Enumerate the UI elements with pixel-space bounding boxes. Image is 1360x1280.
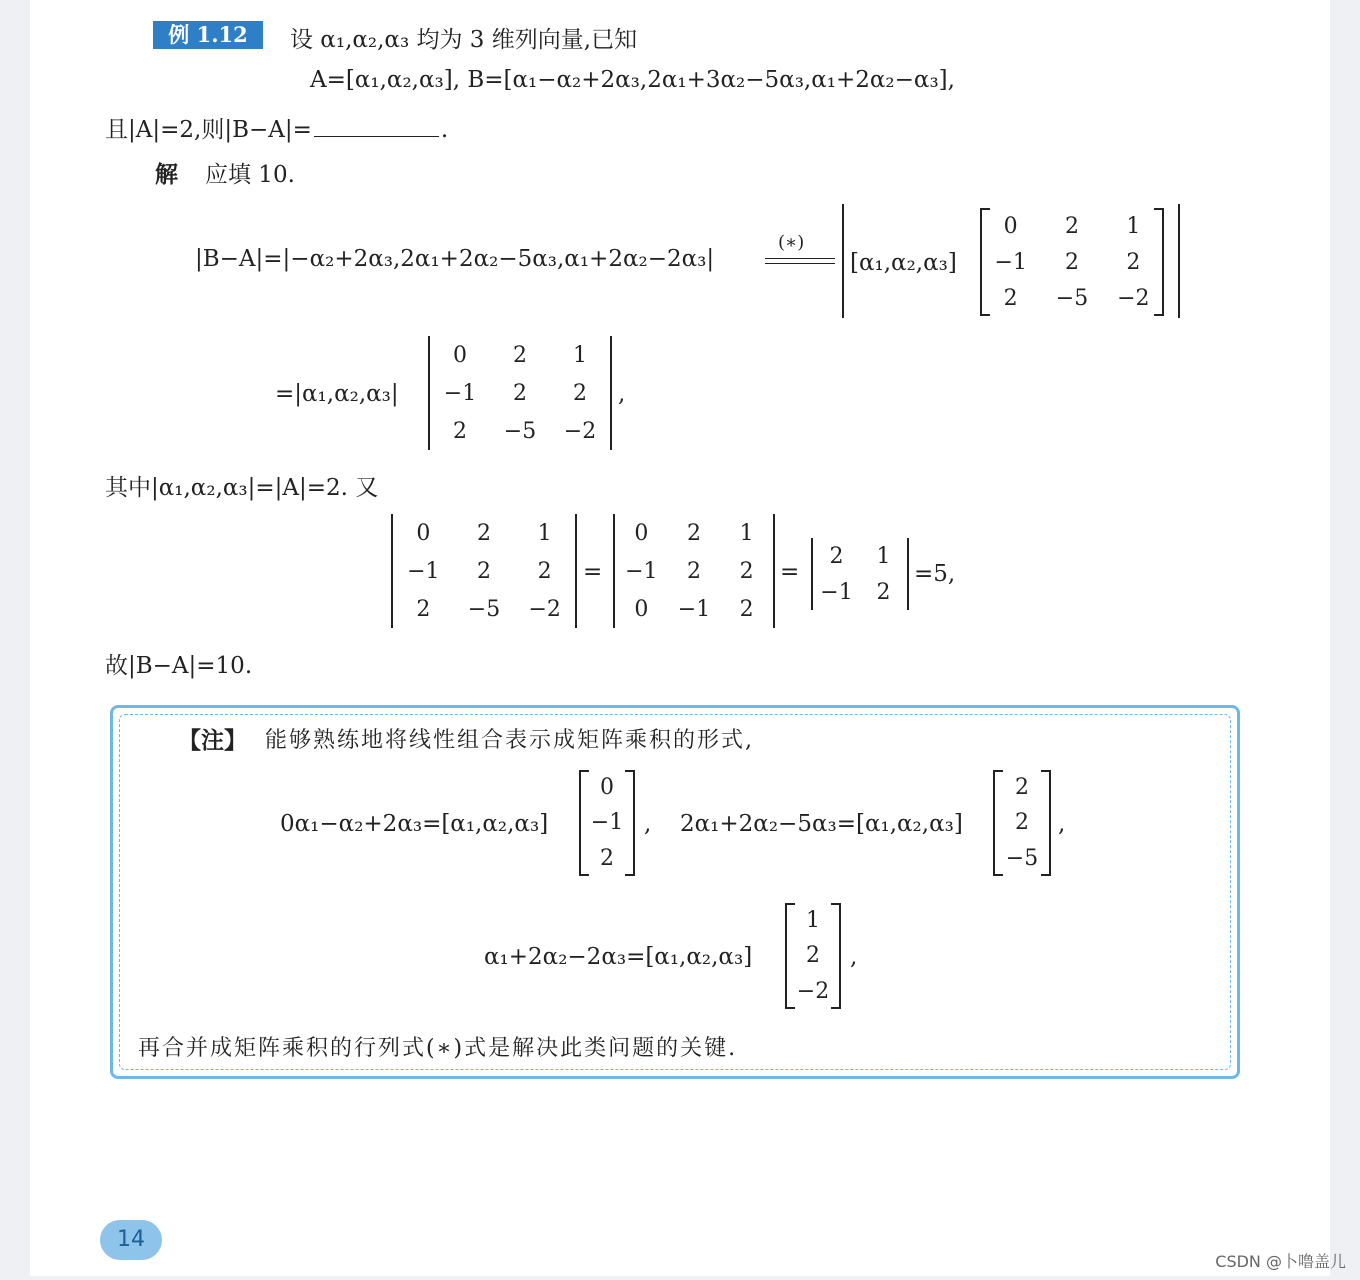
note-eq2-sep: ,: [1058, 811, 1066, 837]
det-cell: −2: [563, 418, 597, 444]
vector-cell: 0: [600, 775, 614, 801]
matrix-cell: 2: [1126, 249, 1141, 275]
note-box: [110, 705, 1240, 1079]
det-a-cell: −5: [467, 596, 501, 622]
matrix-cell: 2: [1003, 285, 1018, 311]
vector-cell: −5: [1005, 845, 1039, 871]
example-definitions: A=[α₁,α₂,α₃], B=[α₁−α₂+2α₃,2α₁+3α₂−5α₃,α₁+2α₂−α₃],: [310, 67, 955, 93]
det-a-cell: 2: [476, 520, 491, 546]
matrix-cell: 2: [1064, 249, 1079, 275]
det-cell: −5: [503, 418, 537, 444]
note-border-inner: [119, 714, 1231, 1070]
det-b-cell: 2: [686, 558, 701, 584]
det-c-cell: 2: [829, 543, 844, 569]
star-label: (∗): [778, 232, 805, 253]
page: [30, 0, 1330, 1276]
det-a-cell: 2: [416, 596, 431, 622]
matrix-cell: −5: [1055, 285, 1089, 311]
condition-text: 且|A|=2,则|B−A|=: [105, 117, 312, 143]
note-vector-3: [785, 903, 841, 1009]
note-eq2-lhs: 2α₁+2α₂−5α₃=[α₁,α₂,α₃]: [680, 811, 963, 837]
line2-comma: ,: [618, 381, 626, 407]
det-a-cell: −2: [528, 596, 561, 622]
matrix-cell: 2: [1064, 213, 1079, 239]
det-b-cell: −1: [677, 596, 711, 622]
note-eq3-sep: ,: [850, 944, 858, 970]
matrix-cell: 1: [1126, 213, 1141, 239]
example-statement: 设 α₁,α₂,α₃ 均为 3 维列向量,已知: [290, 27, 638, 53]
matrix-cell: −2: [1117, 285, 1150, 311]
det-cell: 0: [453, 342, 467, 368]
vector-cell: 2: [600, 845, 614, 871]
note-eq1-sep: ,: [644, 811, 652, 837]
line1-lhs: |B−A|=|−α₂+2α₃,2α₁+2α₂−5α₃,α₁+2α₂−2α₃|: [195, 246, 715, 272]
note-label: 【注】: [178, 727, 247, 754]
vector-cell: 1: [806, 908, 820, 934]
vector-cell: −2: [796, 978, 830, 1004]
note-vector-2: [993, 770, 1051, 876]
determinant-c: [811, 538, 909, 610]
line2-lhs: =|α₁,α₂,α₃|: [275, 381, 399, 407]
det-c-cell: 2: [876, 579, 891, 605]
vector-cell: −1: [590, 810, 624, 836]
det-cell: 2: [573, 380, 587, 406]
det-b-cell: 0: [634, 596, 649, 622]
det-a-cell: 2: [476, 558, 491, 584]
note-outro: 再合并成矩阵乘积的行列式(∗)式是解决此类问题的关键.: [138, 1036, 738, 1061]
note-intro: 能够熟练地将线性组合表示成矩阵乘积的形式,: [265, 728, 754, 753]
note-vector-1: [579, 770, 635, 876]
vector-cell: 2: [806, 943, 820, 969]
vector-cell: 2: [1015, 775, 1029, 801]
det-b-cell: 2: [739, 558, 754, 584]
answer-blank: [314, 116, 439, 137]
det-a-cell: 1: [537, 520, 552, 546]
matrix-cell: 0: [1003, 213, 1018, 239]
equals-2: =: [780, 559, 800, 585]
det-b-cell: 2: [686, 520, 701, 546]
note-eq3-lhs: α₁+2α₂−2α₃=[α₁,α₂,α₃]: [484, 944, 753, 970]
det-b-cell: 2: [739, 596, 754, 622]
determinant-a: [391, 514, 577, 628]
equals-bar-top: [765, 258, 835, 259]
det-c-cell: −1: [820, 579, 853, 605]
example-badge: 例 1.12: [153, 21, 263, 49]
line1-basis: [α₁,α₂,α₃]: [850, 250, 957, 276]
determinant-b: [613, 514, 775, 628]
det-a-cell: −1: [407, 558, 440, 584]
det-c-cell: 1: [876, 543, 891, 569]
result-five: =5,: [914, 561, 956, 587]
det-cell: −1: [443, 380, 477, 406]
det-cell: 2: [513, 342, 527, 368]
solution-answer: 应填 10.: [205, 162, 295, 188]
conclusion: 故|B−A|=10.: [105, 653, 253, 679]
equals-1: =: [583, 559, 603, 585]
equals-bar-bottom: [765, 263, 835, 264]
det-cell: 2: [513, 380, 527, 406]
vector-cell: 2: [1015, 810, 1029, 836]
det-b-cell: 1: [739, 520, 754, 546]
det-a-cell: 2: [537, 558, 552, 584]
matrix-coefficients: [980, 208, 1164, 316]
where-line: 其中|α₁,α₂,α₃|=|A|=2. 又: [105, 475, 379, 501]
matrix-cell: −1: [994, 249, 1027, 275]
page-number: 14: [100, 1220, 162, 1260]
determinant-coefficients: [428, 336, 612, 450]
solution-label: 解: [155, 161, 178, 188]
condition-end: .: [440, 117, 449, 143]
det-cell: 2: [453, 418, 467, 444]
note-eq1-lhs: 0α₁−α₂+2α₃=[α₁,α₂,α₃]: [280, 811, 549, 837]
watermark: CSDN @卜噜盖儿: [1215, 1252, 1346, 1271]
det-b-cell: 0: [634, 520, 649, 546]
example-condition: [105, 111, 448, 144]
det-a-cell: 0: [416, 520, 431, 546]
det-cell: 1: [573, 342, 587, 368]
det-b-cell: −1: [625, 558, 658, 584]
